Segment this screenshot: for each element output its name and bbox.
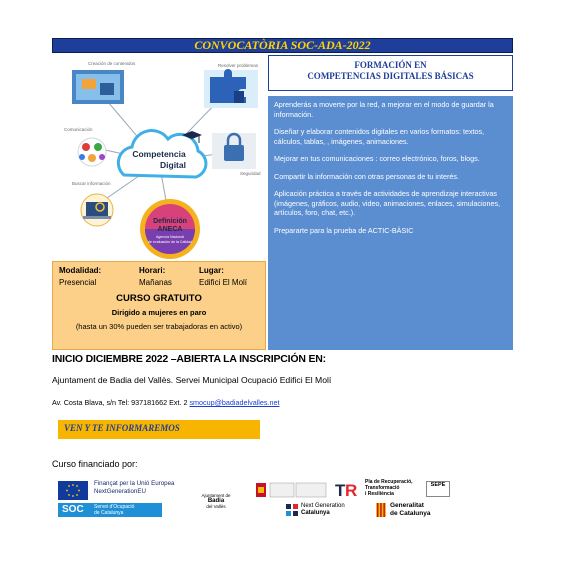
ng-grid-icon [286,504,298,516]
address-phone: Av. Costa Blava, s/n Tel: 937181662 Ext. 2 [52,398,190,407]
tr-line-2: Transformació [365,485,400,491]
next-generation-catalunya-logo [286,502,366,520]
venue-line: Ajuntament de Badia del Vallès. Servei Municipal Ocupació Edifici El Molí [52,375,332,385]
senyera-icon [376,503,386,517]
funded-by-label: Curso financiado por: [52,459,138,469]
horari-label: Horari: [139,266,166,275]
svg-text:T: T [335,481,346,500]
eu-text-line-1: Finançat per la Unió Europea [94,480,175,487]
contact-line [52,398,279,407]
info-cta-banner [58,420,260,439]
gencat-line-2: de Catalunya [390,509,431,517]
course-description-panel [268,96,513,350]
course-header-line-1: FORMACIÓN EN [354,60,427,70]
email-link[interactable]: smocup@badiadelvalles.net [189,398,280,407]
spanish-government-logo [256,481,328,499]
ng-cat-text [301,503,345,517]
aneca-title-2: ANECA [157,226,183,233]
content-creation-image [72,70,124,104]
gencat-text [390,502,430,517]
recovery-plan-text [365,479,413,497]
soc-subtitle [94,504,134,516]
aneca-title-1: Definición [153,218,187,225]
soc-sub-line-1: Servei d'Ocupació [94,504,135,510]
tr-line-1: Pla de Recuperació, [365,479,413,485]
start-date-heading: INICIO DICIEMBRE 2022 –ABIERTA LA INSCRIPCIÓN EN: [52,353,326,365]
puzzle-image [204,69,258,108]
horari-value: Mañanas [139,278,172,287]
description-paragraph: Compartir la información con otras personas de tu interés. [274,171,459,181]
spain-crest-icon [256,481,328,499]
node-label-security: Seguridad [240,171,261,176]
badia-line-1: Ajuntament de [201,493,231,498]
node-label-search: Buscar información [72,181,111,186]
digital-competence-diagram [52,57,266,263]
generalitat-logo [376,502,456,520]
sepe-wordmark: SEPE [430,482,446,488]
ng-cat-line-1: Next Generation [301,503,345,509]
aneca-sub-1: Agencia Nacional [156,235,184,239]
page-title: CONVOCATÒRIA SOC-ADA-2022 [194,38,371,52]
description-paragraph: Aplicación práctica a través de actividades de aprendizaje interactivas (imágenes, gráficos, audio, video, animaciones, enlaces, simulaciones, artículos, foro, chat, etc.). [274,189,501,217]
security-image [212,133,256,169]
eu-text-line-2: NextGenerationEU [94,488,146,495]
eu-stars-icon [58,481,88,500]
modalidad-value: Presencial [59,278,97,287]
badia-logo [196,493,236,515]
title-banner [52,38,513,53]
search-info-image [81,194,113,226]
target-audience-note: (hasta un 30% pueden ser trabajadoras en activo) [75,322,243,331]
aneca-sub-2: de evaluación de la Calidad [147,240,193,244]
recovery-plan-logo [335,479,427,501]
sepe-logo [426,481,450,497]
course-header [268,55,513,91]
soc-wordmark: SOC [62,504,84,515]
node-label-creation: Creación de contenidos [88,61,136,66]
eu-flag-logo [58,481,88,500]
center-label-2: Digital [160,160,186,170]
ng-cat-line-2: Catalunya [301,510,330,516]
free-course-label: CURSO GRATUITO [116,293,202,304]
svg-text:R: R [345,481,358,500]
lugar-label: Lugar: [199,266,224,275]
lugar-value: Edifici El Molí [199,278,248,287]
info-cta-text: VEN Y TE INFORMAREMOS [64,423,180,433]
description-paragraph: Aprenderás a moverte por la red, a mejorar en el modo de guardar la información. [274,100,494,119]
gencat-line-1: Generalitat [390,502,424,509]
course-header-line-2: COMPETENCIAS DIGITALES BÁSICAS [307,71,474,81]
communication-image [78,138,106,166]
course-info-box [52,261,266,350]
node-label-communication: Comunicación [64,127,93,132]
center-label-1: Competencia [132,149,186,159]
node-label-problems: Resolver problemas [218,63,259,68]
description-paragraph: Prepararte para la prueba de ACTIC-BÀSIC [274,225,414,235]
competence-diagram-svg [52,57,266,263]
modalidad-label: Modalidad: [59,266,102,275]
badia-line-3: del Vallès [206,504,226,509]
description-paragraph: Mejorar en tus comunicaciones : correo electrónico, foros, blogs. [274,154,480,163]
soc-sub-line-2: de Catalunya [94,510,124,516]
soc-logo [58,503,162,517]
badia-line-2: Badia [207,498,225,504]
target-audience: Dirigido a mujeres en paro [111,308,207,317]
description-paragraph: Diseñar y elaborar contenidos digitales en varios formatos: textos, cálculos, tablas, , imágenes, animaciones. [274,127,485,146]
tr-line-3: i Resiliència [365,491,394,497]
eu-funding-text [94,480,175,496]
